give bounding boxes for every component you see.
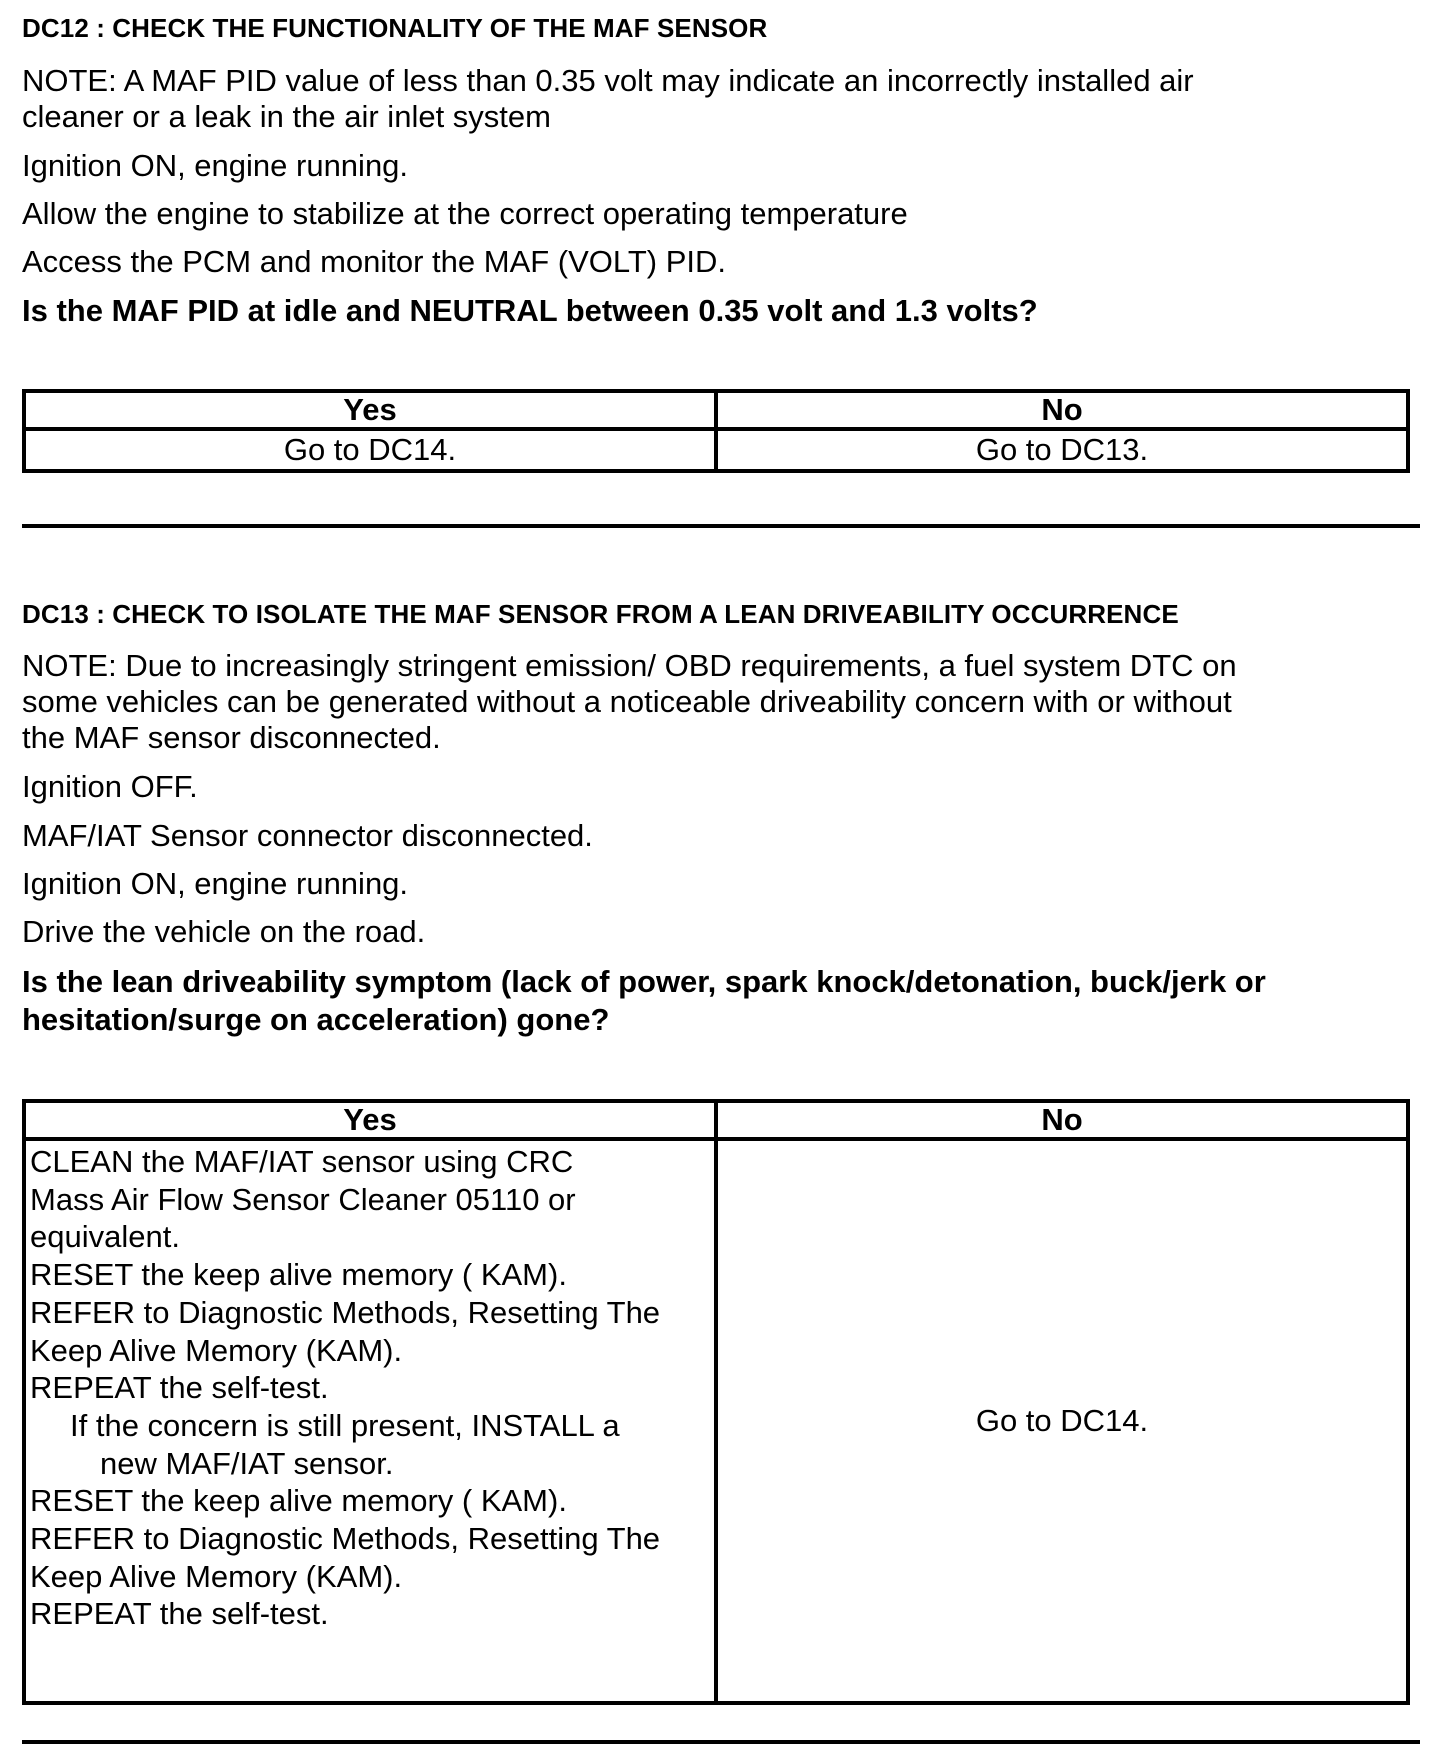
- dc13-yes-line-6: Keep Alive Memory (KAM).: [30, 1332, 403, 1368]
- dc13-question-line-1: Is the lean driveability symptom (lack of power, spark knock/detonation, buck/jerk or: [22, 964, 1266, 999]
- dc13-yes-line-10: RESET the keep alive memory ( KAM).: [30, 1483, 567, 1519]
- dc12-note-line-1: NOTE: A MAF PID value of less than 0.35 volt may indicate an incorrectly installed air: [22, 63, 1194, 98]
- dc13-yes-line-11: REFER to Diagnostic Methods, Resetting The: [30, 1521, 661, 1557]
- dc13-step-4: Drive the vehicle on the road.: [22, 914, 426, 949]
- dc13-yes-line-2: Mass Air Flow Sensor Cleaner 05110 or: [30, 1181, 576, 1217]
- dc13-yes-line-9: new MAF/IAT sensor.: [100, 1445, 394, 1481]
- dc13-yes-line-3: equivalent.: [30, 1219, 180, 1255]
- table-row: [24, 429, 1408, 471]
- dc12-no-action: Go to DC13.: [716, 429, 1408, 471]
- dc12-step-3: Access the PCM and monitor the MAF (VOLT) PID.: [22, 244, 727, 279]
- dc13-yes-line-7: REPEAT the self-test.: [30, 1370, 329, 1406]
- section-divider: [22, 524, 1420, 528]
- dc13-step-3: Ignition ON, engine running.: [22, 866, 409, 901]
- dc12-yes-action: Go to DC14.: [24, 429, 716, 471]
- dc13-answer-table: [22, 1099, 1410, 1705]
- dc13-note-line-2: some vehicles can be generated without a noticeable driveability concern with or without: [22, 684, 1232, 719]
- dc12-answer-table: [22, 389, 1410, 473]
- dc13-yes-line-13: REPEAT the self-test.: [30, 1596, 329, 1632]
- table-row: [24, 391, 1408, 429]
- dc13-yes-line-12: Keep Alive Memory (KAM).: [30, 1558, 403, 1594]
- dc13-step-2: MAF/IAT Sensor connector disconnected.: [22, 818, 593, 853]
- dc13-yes-line-4: RESET the keep alive memory ( KAM).: [30, 1257, 567, 1293]
- dc12-note-line-2: cleaner or a leak in the air inlet system: [22, 99, 551, 134]
- dc13-yes-actions: [24, 1139, 716, 1703]
- dc12-step-2: Allow the engine to stabilize at the correct operating temperature: [22, 196, 908, 231]
- section-divider: [22, 1740, 1420, 1744]
- dc12-question: Is the MAF PID at idle and NEUTRAL between 0.35 volt and 1.3 volts?: [22, 293, 1038, 328]
- dc12-yes-header: Yes: [24, 391, 716, 429]
- dc13-no-header: No: [716, 1101, 1408, 1139]
- dc13-note-line-3: the MAF sensor disconnected.: [22, 720, 441, 755]
- dc13-yes-line-5: REFER to Diagnostic Methods, Resetting The: [30, 1294, 661, 1330]
- dc12-step-1: Ignition ON, engine running.: [22, 148, 409, 183]
- dc13-title: DC13 : CHECK TO ISOLATE THE MAF SENSOR FROM A LEAN DRIVEABILITY OCCURRENCE: [22, 599, 1179, 629]
- dc13-step-1: Ignition OFF.: [22, 769, 198, 804]
- dc13-note-line-1: NOTE: Due to increasingly stringent emission/ OBD requirements, a fuel system DTC on: [22, 648, 1237, 683]
- dc13-yes-line-8: If the concern is still present, INSTALL a: [70, 1407, 620, 1443]
- table-row: [24, 1101, 1408, 1139]
- dc13-yes-header: Yes: [24, 1101, 716, 1139]
- dc12-title: DC12 : CHECK THE FUNCTIONALITY OF THE MAF SENSOR: [22, 13, 768, 43]
- dc12-no-header: No: [716, 391, 1408, 429]
- dc13-yes-line-1: CLEAN the MAF/IAT sensor using CRC: [30, 1144, 574, 1179]
- dc13-question-line-2: hesitation/surge on acceleration) gone?: [22, 1002, 610, 1037]
- dc13-no-action: Go to DC14.: [716, 1139, 1408, 1703]
- table-row: [24, 1139, 1408, 1703]
